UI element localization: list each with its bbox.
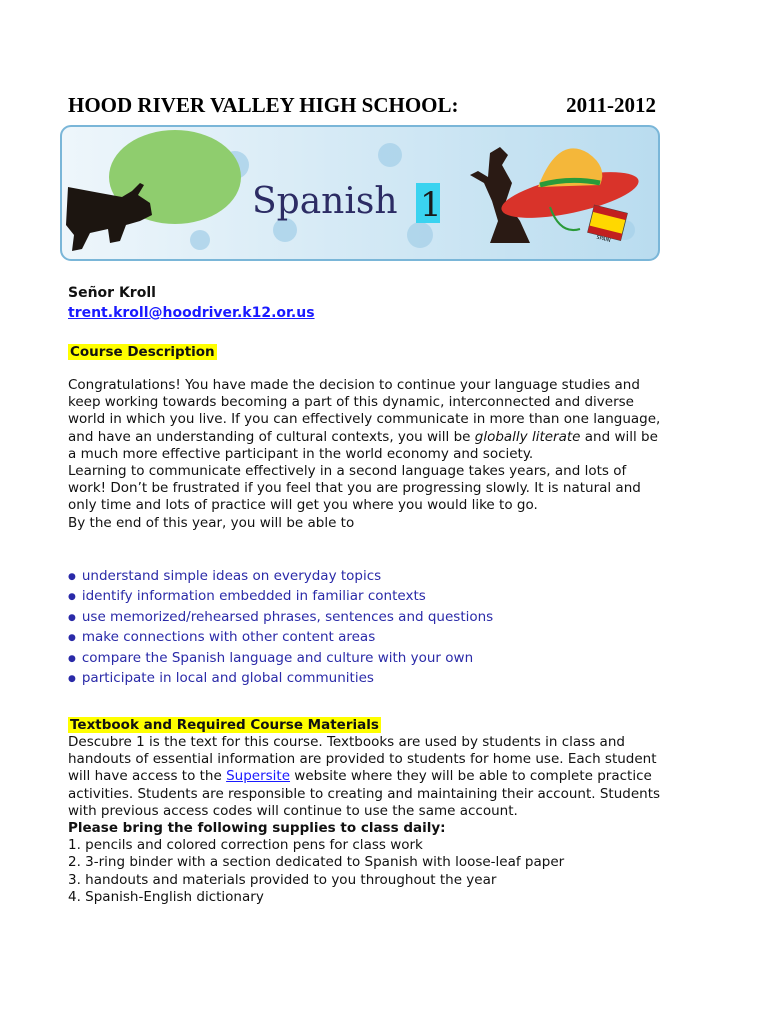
- goals-list: [68, 567, 493, 689]
- list-item: ● participate in local and global communities: [68, 669, 493, 689]
- course-description-heading: Course Description: [70, 344, 215, 360]
- supersite-link[interactable]: Supersite: [226, 768, 291, 785]
- list-item: ● understand simple ideas on everyday topics: [68, 567, 493, 587]
- banner-number: 1: [420, 185, 442, 225]
- spanish-1-banner: [60, 125, 660, 261]
- flag-label: SPAIN: [595, 234, 612, 244]
- list-item: ● make connections with other content areas: [68, 628, 493, 648]
- materials-heading: Textbook and Required Course Materials: [70, 717, 379, 733]
- list-item: 4. Spanish-English dictionary: [68, 888, 264, 905]
- teacher-name: Señor Kroll: [68, 285, 156, 301]
- list-item: ● use memorized/rehearsed phrases, sentences and questions: [68, 608, 493, 628]
- materials-body: Descubre 1 is the text for this course. Textbooks are used by students in class and handouts of essential information are provided to students for home use. Each student will have access to the Supersite website where they will be able to complete practice activities. Students are responsible to creating and maintaining their account. Students with previous access codes will continue to use the same account. Please bring the following supplies to class daily: 1. pencils and colored correction pens for class work 2. 3-ring binder with a section dedicated to Spanish with loose-leaf paper 3. handouts and materials provided to you throughout the year 4. Spanish-English dictionary: [68, 734, 661, 905]
- school-year: 2011-2012: [566, 93, 656, 117]
- teacher-email-link[interactable]: trent.kroll@hoodriver.k12.or.us: [68, 305, 315, 321]
- school-name: HOOD RIVER VALLEY HIGH SCHOOL:: [68, 93, 459, 117]
- list-item: 3. handouts and materials provided to you throughout the year: [68, 871, 497, 888]
- supplies-heading: Please bring the following supplies to class daily:: [68, 820, 446, 837]
- banner-title: Spanish: [252, 181, 398, 222]
- course-description-body: Congratulations! You have made the decision to continue your language studies and keep working towards becoming a part of this dynamic, interconnected and diverse world in which you live. If you can effectively communicate in more than one language, and have an understanding of cultural contexts, you will be globally literate and will be a much more effective participant in the world economy and society. Learning to communicate effectively in a second language takes years, and lots of work! Don’t be frustrated if you feel that you are progressing slowly. It is natural and only time and lots of practice will get you where you would like to go. By the end of this year, you will be able to: [68, 377, 661, 531]
- document-title: [68, 93, 656, 118]
- list-item: ● identify information embedded in familiar contexts: [68, 587, 493, 607]
- list-item: 2. 3-ring binder with a section dedicated to Spanish with loose-leaf paper: [68, 854, 565, 871]
- list-item: ● compare the Spanish language and culture with your own: [68, 649, 493, 669]
- list-item: 1. pencils and colored correction pens for class work: [68, 837, 423, 854]
